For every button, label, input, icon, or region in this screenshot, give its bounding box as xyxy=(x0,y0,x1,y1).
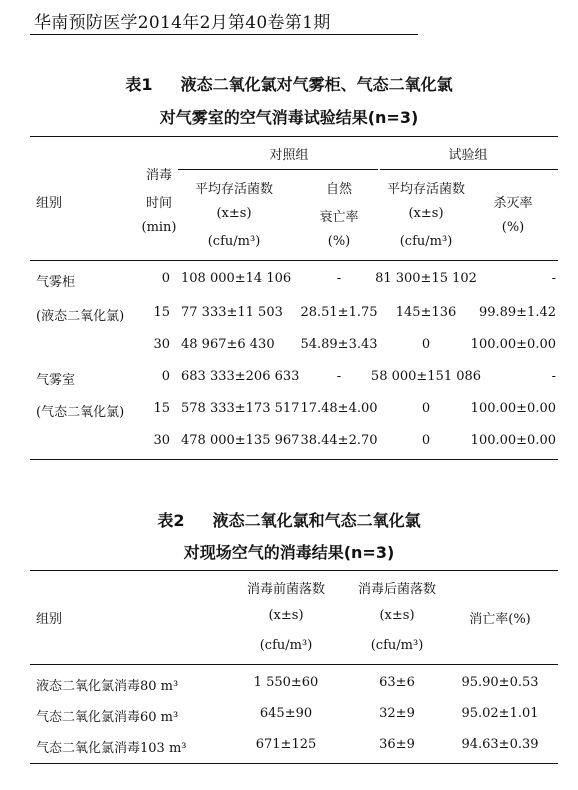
cell-time: 15 xyxy=(153,401,170,416)
table1-caption-line2: 对气雾室的空气消毒试验结果(n=3) xyxy=(159,108,419,127)
table1-header-rule xyxy=(30,260,558,261)
table1-kill-header-2: (%) xyxy=(501,220,525,235)
cell-test-rate: 100.00±0.00 xyxy=(470,337,556,352)
cell-test-mean: 0 xyxy=(421,401,431,416)
cell-after: 32±9 xyxy=(379,706,415,721)
table1-kill-header-1: 杀灭率 xyxy=(493,196,533,211)
cell-control-rate: - xyxy=(336,271,342,286)
table2-before-xs: (x±s) xyxy=(268,608,304,623)
cell-time: 0 xyxy=(161,271,170,286)
table1-control-unit: (cfu/m³) xyxy=(207,234,261,249)
cell-test-rate: 100.00±0.00 xyxy=(470,401,556,416)
cell-control-rate: 54.89±3.43 xyxy=(300,337,378,352)
cell-group: (液态二氧化氯) xyxy=(36,309,125,324)
table2-after-unit: (cfu/m³) xyxy=(370,638,424,653)
cell-before: 671±125 xyxy=(255,737,317,752)
header-rule xyxy=(30,34,418,35)
cell-after: 36±9 xyxy=(379,737,415,752)
cell-control-mean: 108 000±14 106 xyxy=(181,271,292,286)
cell-group: 气态二氧化氯消毒60 m³ xyxy=(36,710,179,725)
cell-rate: 95.02±1.01 xyxy=(461,706,539,721)
table1-test-rule xyxy=(380,169,558,170)
cell-test-mean: 145±136 xyxy=(395,305,457,320)
cell-test-mean: 0 xyxy=(421,337,431,352)
cell-test-rate: 99.89±1.42 xyxy=(478,305,556,320)
cell-control-mean: 578 333±173 517 xyxy=(181,401,300,416)
table2-before-unit: (cfu/m³) xyxy=(259,638,313,653)
table1-natural-header-2: 衰亡率 xyxy=(319,210,359,225)
table2-rate-header: 消亡率(%) xyxy=(469,612,531,627)
table2-header-rule xyxy=(30,664,558,665)
cell-control-rate: 28.51±1.75 xyxy=(300,305,378,320)
table1-top-rule xyxy=(30,136,558,137)
table2-caption-line2: 对现场空气的消毒结果(n=3) xyxy=(183,543,395,562)
table2-top-rule xyxy=(30,570,558,571)
table2-after-header: 消毒后菌落数 xyxy=(357,582,437,597)
cell-before: 1 550±60 xyxy=(253,675,319,690)
table1-natural-header-3: (%) xyxy=(327,234,351,249)
table1-test-mean-header: 平均存活菌数 xyxy=(386,182,466,197)
table1-control-rule xyxy=(178,169,378,170)
cell-control-mean: 77 333±11 503 xyxy=(181,305,283,320)
cell-rate: 95.90±0.53 xyxy=(461,675,539,690)
cell-time: 15 xyxy=(153,305,170,320)
cell-group: 气雾柜 xyxy=(36,275,76,290)
cell-test-rate: - xyxy=(551,271,556,286)
cell-group: (气态二氧化氯) xyxy=(36,405,125,420)
table2-caption-line1 xyxy=(0,508,578,531)
cell-test-mean: 58 000±151 086 xyxy=(370,369,482,384)
cell-time: 0 xyxy=(161,369,170,384)
table2-after-xs: (x±s) xyxy=(379,608,415,623)
cell-control-mean: 48 967±6 430 xyxy=(181,337,275,352)
table2-group-header: 组别 xyxy=(36,612,63,627)
table2-bottom-rule xyxy=(30,763,558,764)
journal-header: 华南预防医学2014年2月第40卷第1期 xyxy=(34,13,331,33)
cell-test-mean: 0 xyxy=(421,433,431,448)
table2-before-header: 消毒前菌落数 xyxy=(246,582,326,597)
table1-control-mean-header: 平均存活菌数 xyxy=(194,182,274,197)
cell-test-rate: - xyxy=(551,369,556,384)
table1-control-header: 对照组 xyxy=(269,148,309,163)
table1-time-header-3: (min) xyxy=(141,220,177,235)
table1-test-unit: (cfu/m³) xyxy=(399,234,453,249)
cell-rate: 94.63±0.39 xyxy=(461,737,539,752)
cell-test-rate: 100.00±0.00 xyxy=(470,433,556,448)
table1-title-1: 液态二氧化氯对气雾柜、气态二氧化氯 xyxy=(180,75,453,94)
table1-group-header: 组别 xyxy=(36,196,63,211)
table1-caption-line1 xyxy=(0,72,578,95)
table2-title-1: 液态二氧化氯和气态二氧化氯 xyxy=(212,511,421,530)
table1-test-header: 试验组 xyxy=(448,148,488,163)
cell-time: 30 xyxy=(153,337,170,352)
cell-group: 气态二氧化氯消毒103 m³ xyxy=(36,741,187,756)
cell-control-mean: 683 333±206 633 xyxy=(181,369,300,384)
table1-time-header-1: 消毒 xyxy=(145,168,173,183)
cell-after: 63±6 xyxy=(379,675,415,690)
cell-group: 气雾室 xyxy=(36,373,76,388)
cell-time: 30 xyxy=(153,433,170,448)
cell-group: 液态二氧化氯消毒80 m³ xyxy=(36,679,179,694)
cell-control-rate: 38.44±2.70 xyxy=(300,433,378,448)
table1-test-xs: (x±s) xyxy=(408,206,444,221)
table2-number: 表2 xyxy=(157,511,185,530)
cell-control-rate: - xyxy=(336,369,342,384)
table1-number: 表1 xyxy=(125,75,153,94)
cell-control-rate: 17.48±4.00 xyxy=(300,401,378,416)
table1-bottom-rule xyxy=(30,459,558,460)
cell-control-mean: 478 000±135 967 xyxy=(181,433,300,448)
table1-time-header-2: 时间 xyxy=(145,196,173,211)
cell-before: 645±90 xyxy=(259,706,313,721)
cell-test-mean: 81 300±15 102 xyxy=(375,271,477,286)
table1-natural-header-1: 自然 xyxy=(325,182,353,197)
table1-control-xs: (x±s) xyxy=(216,206,252,221)
